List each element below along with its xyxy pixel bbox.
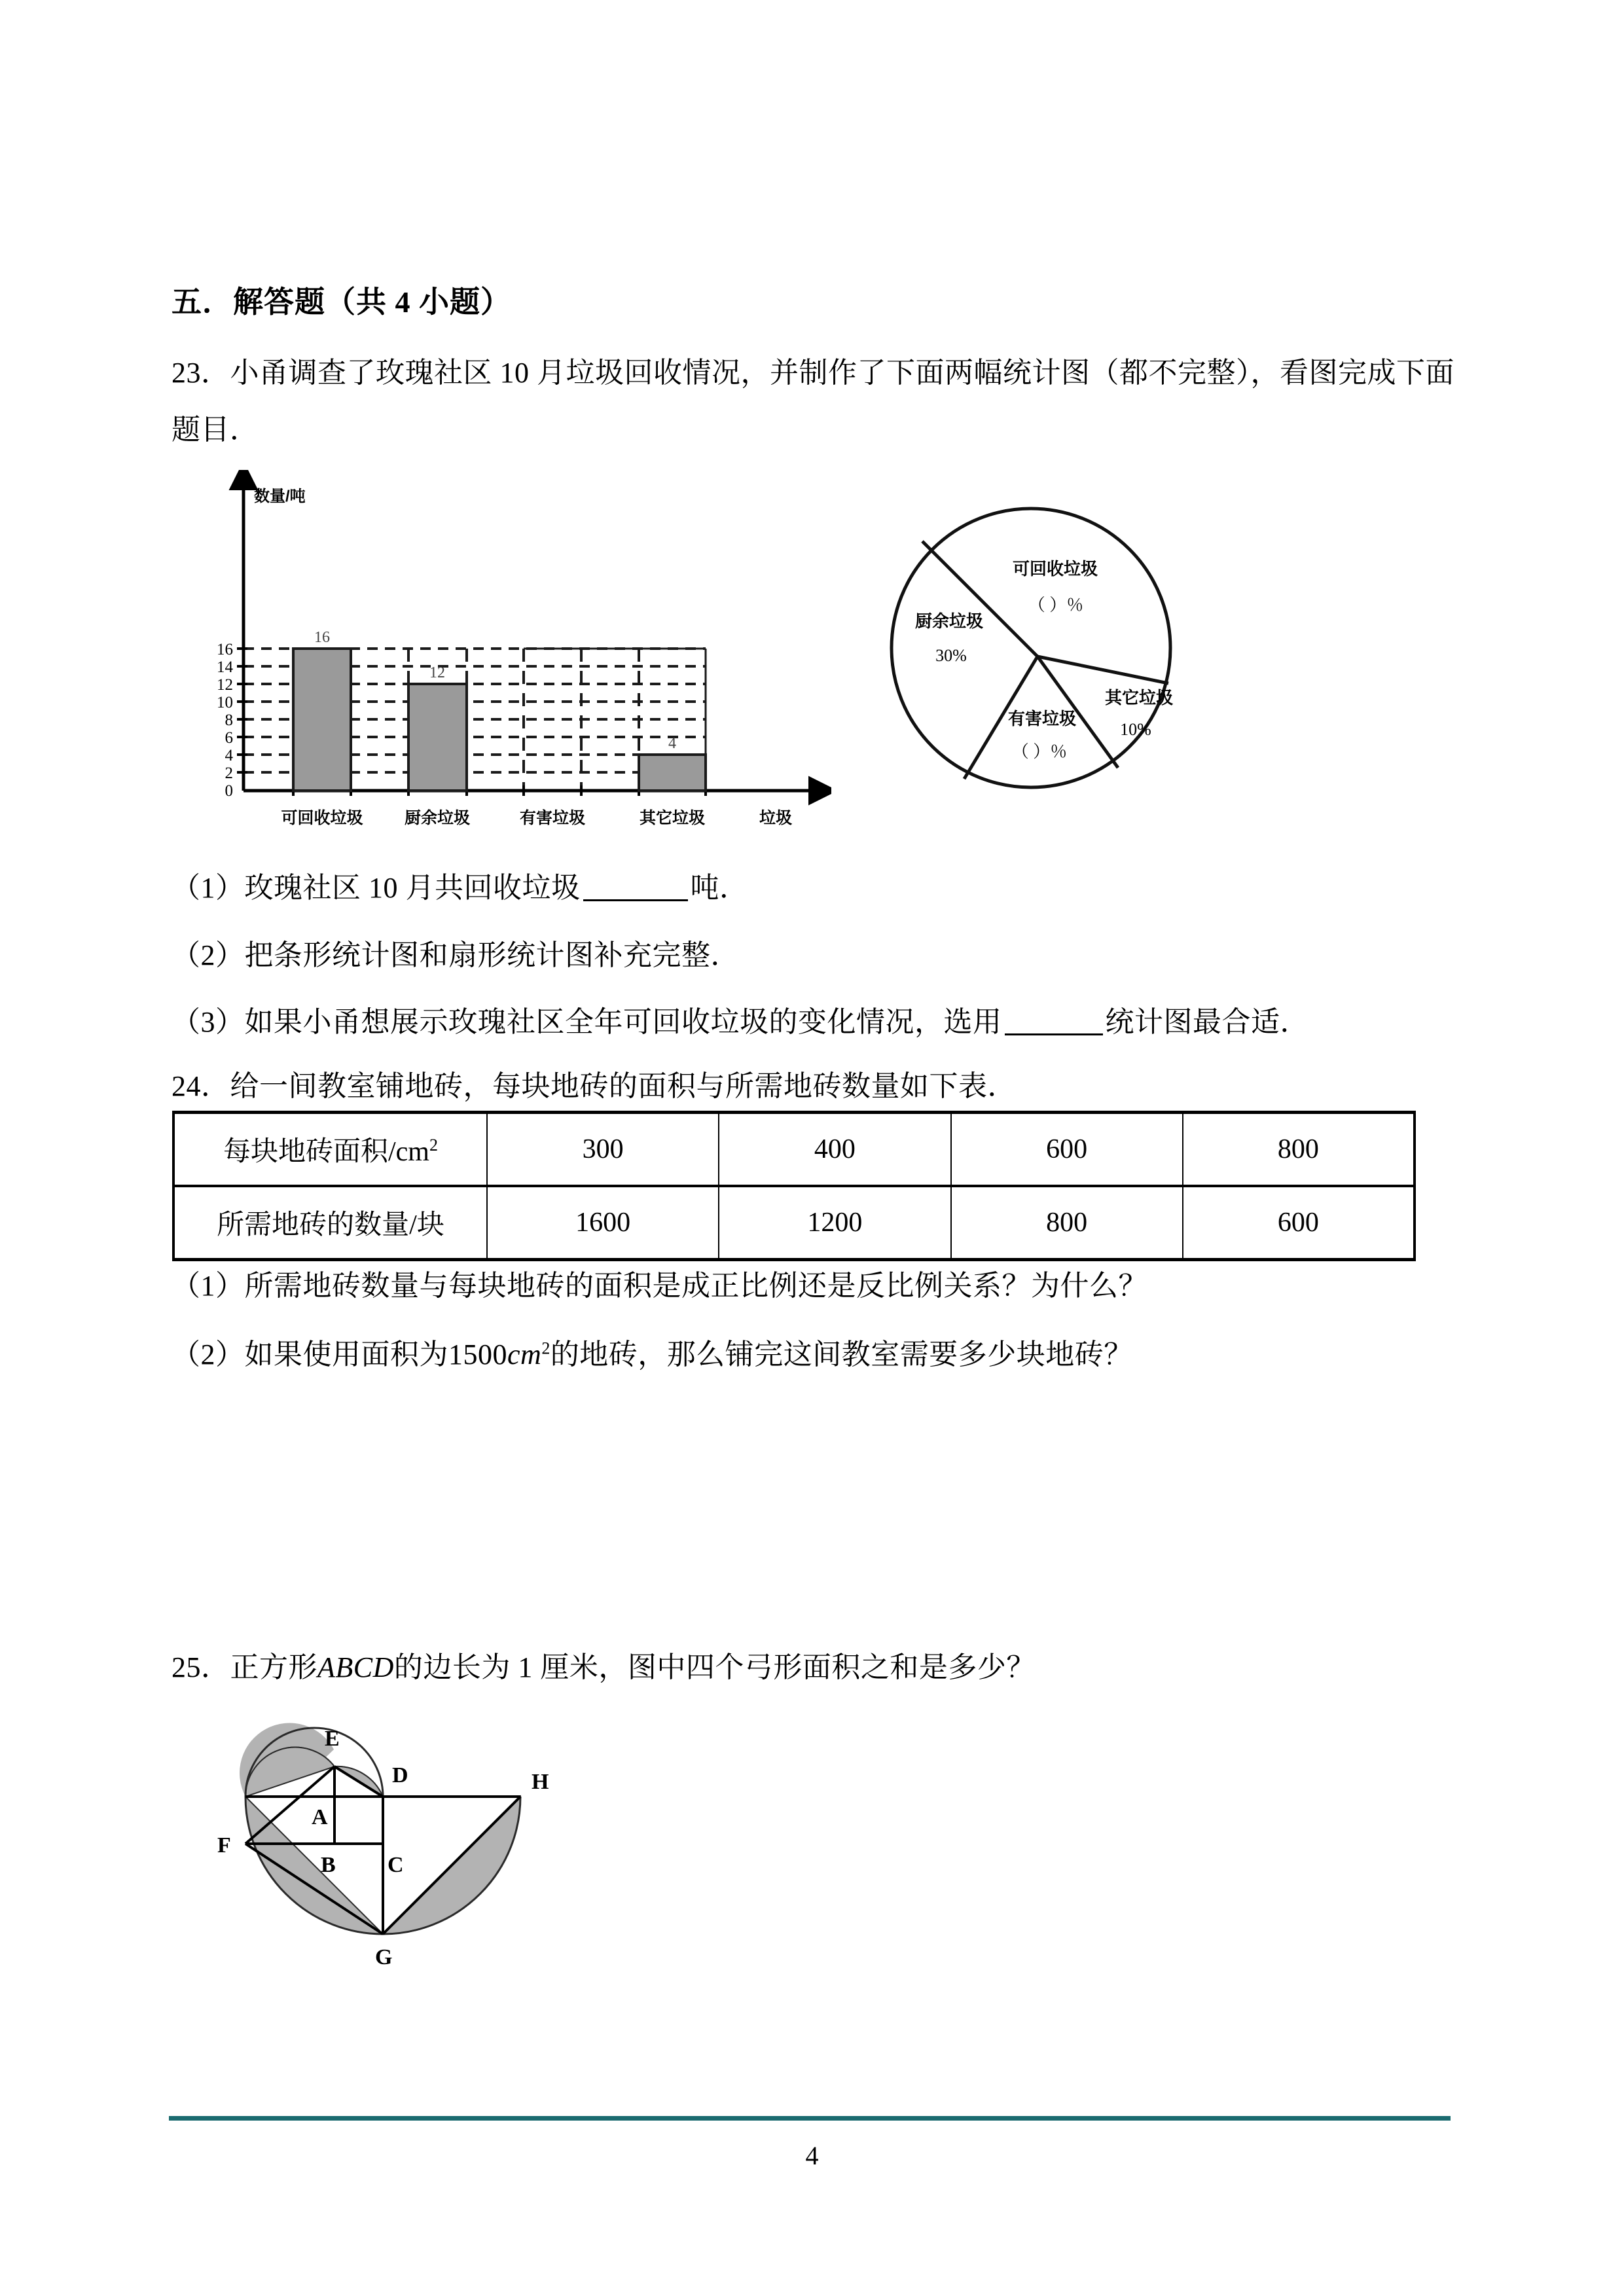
q23-sub2: （2）把条形统计图和扇形统计图补充完整． [171, 939, 740, 971]
q24-stem: 24．给一间教室铺地砖，每块地砖的面积与所需地砖数量如下表． [171, 1070, 1017, 1102]
q24-sub2-number: 1500 [448, 1338, 507, 1371]
y-axis-label: 数量/吨 [254, 488, 306, 505]
q25-stem-suffix: 的边长为 1 厘米，图中四个弓形面积之和是多少？ [393, 1651, 1036, 1683]
bar-chart [183, 470, 831, 836]
svg-text:（ ）％: （ ）％ [1028, 596, 1084, 615]
label-A: A [312, 1805, 328, 1829]
label-E: E [325, 1727, 340, 1751]
svg-text:可回收垃圾: 可回收垃圾 [281, 809, 363, 827]
bar-recyclable [293, 649, 351, 791]
label-D: D [392, 1763, 408, 1787]
svg-text:其它垃圾: 其它垃圾 [639, 809, 706, 827]
svg-text:其它垃圾: 其它垃圾 [1104, 688, 1174, 708]
q24-sub2-prefix: （2）如果使用面积为 [171, 1338, 448, 1371]
q23-stem-line2: 题目． [171, 414, 259, 446]
table-cell: 800 [1183, 1113, 1415, 1187]
pie-chart [871, 488, 1191, 808]
q23-sub1-prefix: （1）玫瑰社区 10 月共回收垃圾 [171, 872, 581, 904]
svg-text:14: 14 [217, 658, 233, 676]
svg-text:10: 10 [217, 694, 233, 711]
svg-text:12: 12 [429, 664, 445, 681]
table-row [173, 1113, 1415, 1187]
q23-stem-line1: 23．小甬调查了玫瑰社区 10 月垃圾回收情况，并制作了下面两幅统计图（都不完整），看图完成下面 [171, 357, 1454, 389]
label-C: C [388, 1853, 404, 1877]
row-header-area-exponent: 2 [429, 1136, 438, 1155]
svg-text:4: 4 [225, 747, 233, 764]
label-F: F [217, 1833, 231, 1857]
svg-text:30%: 30% [935, 646, 967, 665]
svg-text:16: 16 [314, 629, 330, 646]
section-heading: 五．解答题（共 4 小题） [171, 285, 511, 319]
q24-sub2-suffix: 的地砖，那么铺完这间教室需要多少块地砖？ [550, 1338, 1133, 1371]
svg-text:厨余垃圾: 厨余垃圾 [914, 611, 984, 631]
bar-other [639, 755, 706, 791]
svg-text:8: 8 [225, 711, 233, 729]
table-cell: 300 [487, 1113, 719, 1187]
q23-sub3-prefix: （3）如果小甬想展示玫瑰社区全年可回收垃圾的变化情况，选用 [171, 1006, 1002, 1038]
svg-text:厨余垃圾: 厨余垃圾 [404, 809, 471, 827]
table-row-header-area [173, 1113, 487, 1187]
table-row-header-count: 所需地砖的数量/块 [173, 1186, 487, 1260]
q23-sub1-suffix: 吨． [690, 872, 749, 904]
table-cell: 1200 [719, 1186, 950, 1260]
row-header-area-text: 每块地砖面积/cm [223, 1137, 429, 1167]
label-G: G [375, 1945, 393, 1969]
q23-sub3 [171, 1003, 1309, 1041]
footer-rule [169, 2116, 1451, 2121]
label-H: H [532, 1770, 549, 1794]
svg-text:12: 12 [217, 676, 233, 694]
q25-stem [171, 1648, 1036, 1687]
svg-text:2: 2 [225, 764, 233, 782]
table-cell: 1600 [487, 1186, 719, 1260]
svg-text:10%: 10% [1120, 720, 1151, 739]
q25-stem-prefix: 25．正方形 [171, 1651, 317, 1683]
svg-text:垃圾: 垃圾 [759, 809, 793, 827]
bar-kitchen [408, 684, 467, 791]
label-B: B [321, 1853, 336, 1877]
svg-text:6: 6 [225, 729, 233, 747]
q23-sub3-suffix: 统计图最合适． [1105, 1006, 1309, 1038]
y-tick-labels [217, 641, 234, 800]
table-cell: 600 [1183, 1186, 1415, 1260]
tile-area-table [172, 1111, 1416, 1261]
table-row [173, 1186, 1415, 1260]
svg-text:0: 0 [225, 782, 233, 800]
q24-sub2-exponent: 2 [541, 1338, 550, 1358]
svg-text:有害垃圾: 有害垃圾 [519, 809, 586, 827]
page-number: 4 [805, 2141, 819, 2170]
q24-sub2-unit: cm [507, 1338, 542, 1371]
svg-text:可回收垃圾: 可回收垃圾 [1012, 559, 1098, 579]
geometry-figure [196, 1698, 602, 1973]
table-cell: 800 [951, 1186, 1183, 1260]
q23-sub3-blank[interactable] [1005, 1033, 1103, 1035]
table-cell: 400 [719, 1113, 950, 1187]
x-category-labels [281, 808, 792, 827]
svg-text:（ ）％: （ ）％ [1011, 742, 1068, 761]
q25-square-label: ABCD [317, 1651, 394, 1683]
q23-sub1-blank[interactable] [583, 899, 688, 901]
svg-text:有害垃圾: 有害垃圾 [1007, 709, 1077, 728]
svg-text:16: 16 [217, 641, 233, 658]
q24-sub1: （1）所需地砖数量与每块地砖的面积是成正比例还是反比例关系？为什么？ [171, 1270, 1147, 1302]
q24-sub2 [171, 1335, 1133, 1374]
q23-sub1 [171, 869, 749, 907]
table-cell: 600 [951, 1113, 1183, 1187]
svg-text:4: 4 [668, 735, 676, 752]
